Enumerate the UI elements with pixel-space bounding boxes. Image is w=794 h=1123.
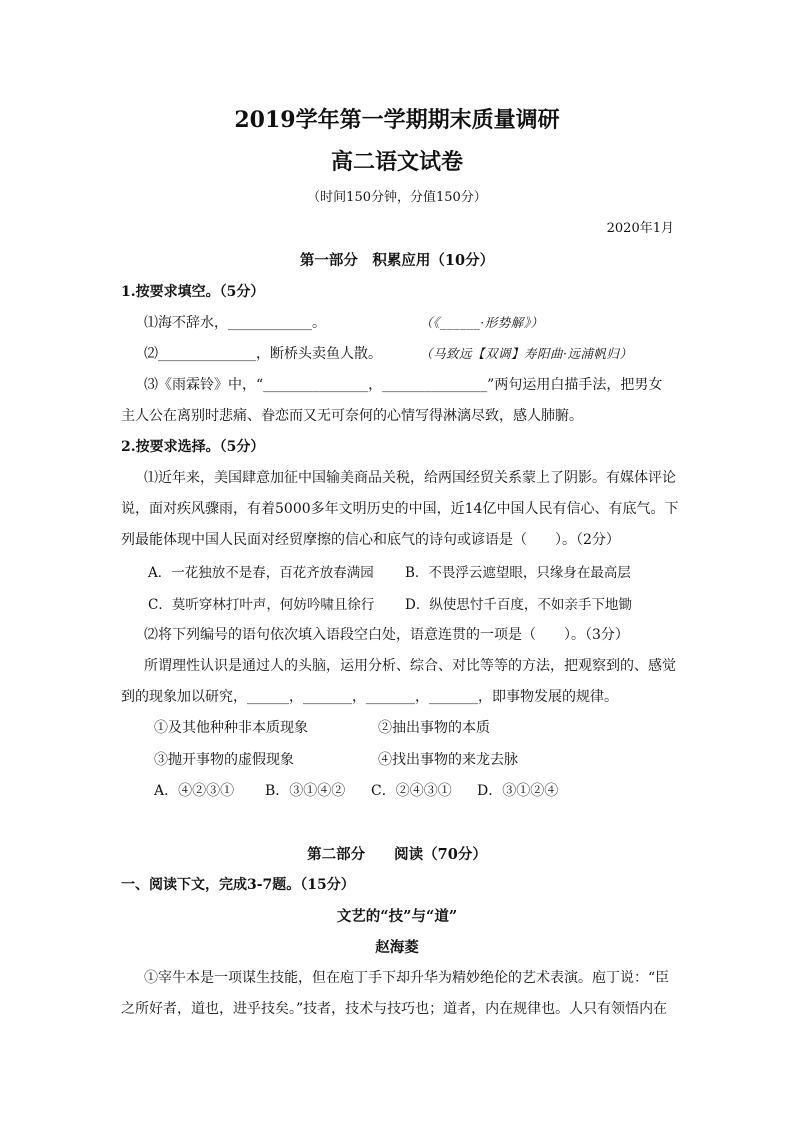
q2-option-b: B．不畏浮云遮望眼，只缘身在最高层 [405,565,631,581]
part2-heading: 第二部分 阅读（70分） [307,846,487,863]
q2-p1-line3: 列最能体现中国人民面对经贸摩擦的信心和底气的诗句或谚语是（ ）。（2分） [121,532,620,548]
article-para1-line1: ①宰牛本是一项谋生技能，但在庖丁手下却升华为精妙绝伦的艺术表演。庖丁说：“臣 [144,970,670,986]
q2-answer-c: C．②④③① [371,783,452,799]
q1-item3-line2: 主人公在离别时悲痛、眷恋而又无可奈何的心情写得淋漓尽致，感人肺腑。 [121,408,583,424]
q2-p2-text1: 所谓理性认识是通过人的头脑，运用分析、综合、对比等等的方法，把观察到的、感觉 [144,658,676,674]
exam-subtitle: 高二语文试卷 [330,149,463,175]
article-para1-line2: 之所好者，道也，进乎技矣。”技者，技术与技巧也；道者，内在规律也。人只有领悟内在 [121,1001,668,1017]
q2-p1-line1: ⑴近年来，美国肆意加征中国输美商品关税，给两国经贸关系蒙上了阴影。有媒体评论 [144,470,676,486]
exam-title: 2019学年第一学期期末质量调研 [234,107,560,133]
article-author: 赵海菱 [375,939,419,956]
q2-p2-question: ⑵将下列编号的语句依次填入语段空白处，语意连贯的一项是（ ）。（3分） [144,627,629,643]
q1-title: 1.按要求填空。（5分） [121,284,265,300]
exam-date: 2020年1月 [606,221,674,236]
q2-answer-d: D．③①②④ [477,783,559,799]
exam-note: （时间150分钟，分值150分） [307,190,487,205]
part1-heading: 第一部分 积累应用（10分） [299,252,495,269]
q2-p1-line2: 说，面对疾风骤雨，有着5000多年文明历史的中国，近14亿中国人民有信心、有底气。下 [121,501,679,517]
q2-sentence-4: ④找出事物的来龙去脉 [378,752,518,768]
q2-answer-b: B．③①④② [265,783,346,799]
q1-item1: ⑴海不辞水，____________。 [144,315,326,331]
q2-sentence-1: ①及其他种种非本质现象 [154,720,308,736]
q2-title: 2.按要求选择。（5分） [121,439,265,455]
q1-item1-source: （《______·形势解》） [420,315,544,330]
q2-p2-text2: 到的现象加以研究，______，_______，_______，_______，即事物发展的规律。 [121,689,618,705]
q2-sentence-2: ②抽出事物的本质 [378,720,490,736]
q2-option-a: A．一花独放不是春，百花齐放春满园 [148,565,374,581]
q2-sentence-3: ③抛开事物的虚假现象 [154,752,294,768]
q1-item2: ⑵______________，断桥头卖鱼人散。 [144,346,382,362]
q1-item2-source: （马致远【双调】寿阳曲·远浦帆归） [420,346,633,361]
article-title: 文艺的“技”与“道” [336,908,458,925]
q2-option-d: D．纵使思忖千百度，不如亲手下地锄 [405,597,632,613]
q2-answer-a: A．④②③① [154,783,235,799]
q2-option-c: C．莫听穿林打叶声，何妨吟啸且徐行 [148,597,375,613]
reading-intro: 一、阅读下文，完成3-7题。（15分） [121,877,355,893]
q1-item3-line1: ⑶《雨霖铃》中，“_______________，_______________”两句运用白描手法，把男女 [144,377,663,393]
